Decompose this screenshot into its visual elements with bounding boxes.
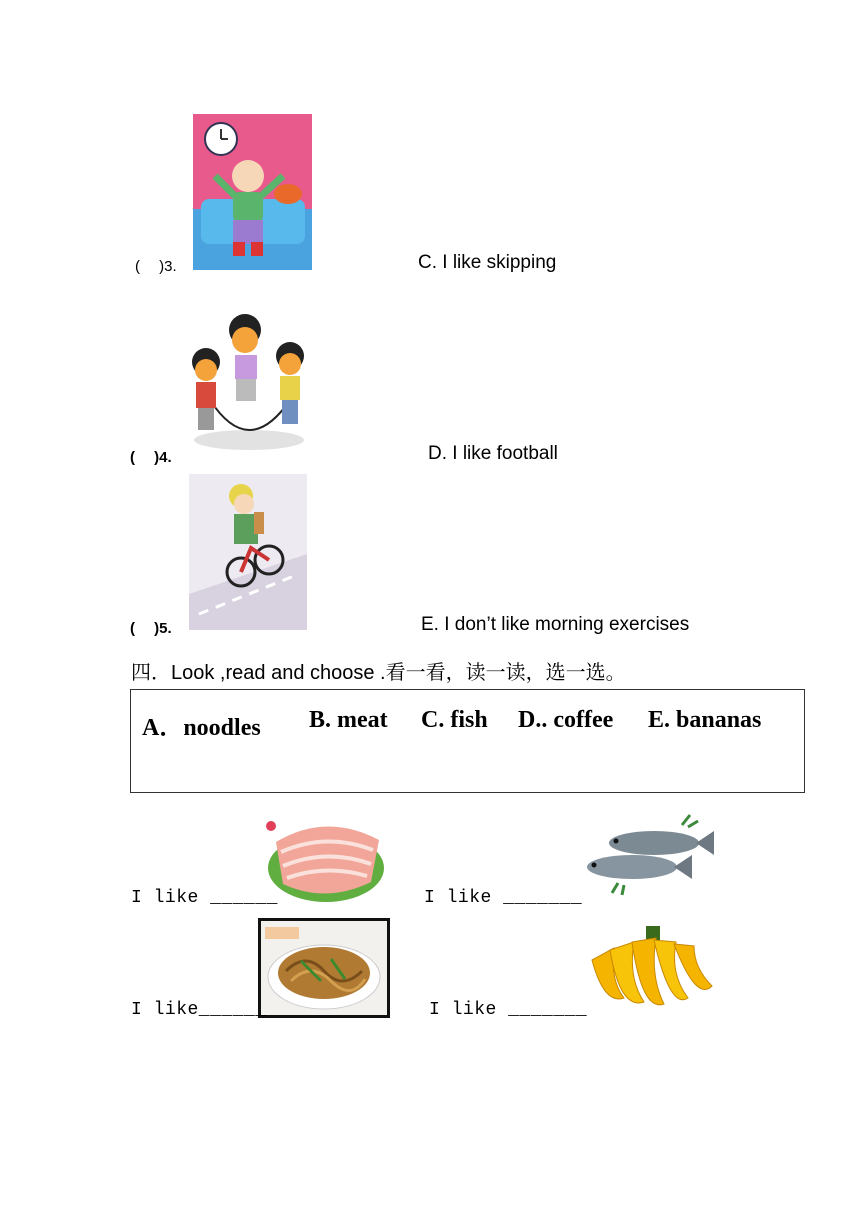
cycling-picture xyxy=(189,474,307,630)
word-d: D.. coffee xyxy=(518,707,614,733)
option-c: C. I like skipping xyxy=(418,252,557,273)
word-e: E. bananas xyxy=(648,707,762,733)
option-d: D. I like football xyxy=(428,443,558,464)
bananas-picture xyxy=(584,920,722,1016)
fish-picture xyxy=(574,805,720,907)
word-a: A．noodles xyxy=(142,715,261,741)
fill-in-meat[interactable]: I like ______ xyxy=(131,888,278,908)
noodles-picture xyxy=(258,918,390,1018)
question-3-paren[interactable]: ( )3. xyxy=(135,258,177,275)
fill-in-fish[interactable]: I like _______ xyxy=(424,888,583,908)
skipping-picture xyxy=(190,300,308,458)
word-c: C. fish xyxy=(421,707,488,733)
word-b: B. meat xyxy=(309,707,388,733)
section-four-heading: 四．Look ,read and choose .看一看，读一读，选一选。 xyxy=(131,662,626,684)
question-5-paren[interactable]: ( )5. xyxy=(130,620,172,637)
fill-in-noodles[interactable]: I like______ xyxy=(131,1000,267,1020)
option-e: E. I don’t like morning exercises xyxy=(421,614,690,635)
word-box xyxy=(130,689,805,793)
meat-picture xyxy=(261,812,391,906)
fill-in-bananas[interactable]: I like _______ xyxy=(429,1000,588,1020)
question-4-paren[interactable]: ( )4. xyxy=(130,449,172,466)
waking-up-picture xyxy=(193,114,312,270)
